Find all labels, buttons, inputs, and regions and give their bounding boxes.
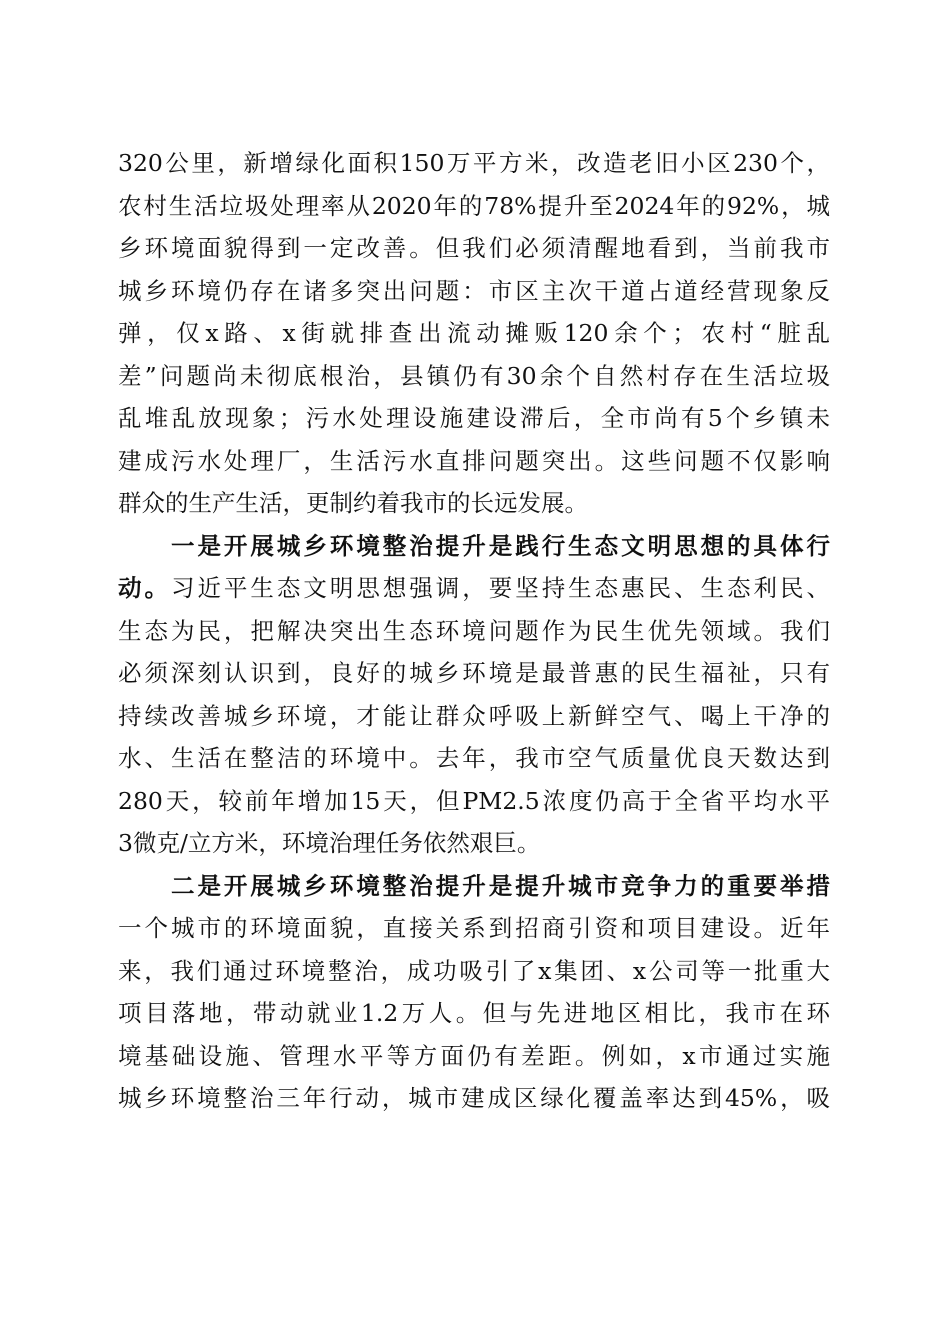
text-line: 项目落地，带动就业1.2万人。但与先进地区相比，我市在环	[118, 999, 830, 1027]
text-line: 城乡环境整治三年行动，城市建成区绿化覆盖率达到45%，吸	[118, 1084, 830, 1112]
document-body	[118, 142, 830, 1120]
text-line: 建成污水处理厂，生活污水直排问题突出。这些问题不仅影响	[118, 446, 830, 475]
text-line: 280天，较前年增加15天，但PM2.5浓度仍高于全省平均水平	[118, 786, 830, 815]
text-line: 乡环境面貌得到一定改善。但我们必须清醒地看到，当前我市	[118, 234, 830, 262]
text-line: 境基础设施、管理水平等方面仍有差距。例如，x市通过实施	[118, 1041, 830, 1070]
text-span: 习近平生态文明思想强调，要坚持生态惠民、生态利民、	[170, 574, 830, 602]
text-line: 城乡环境仍存在诸多突出问题：市区主次干道占道经营现象反	[118, 276, 830, 305]
text-line: 来，我们通过环境整治，成功吸引了x集团、x公司等一批重大	[118, 956, 830, 985]
text-line: 必须深刻认识到，良好的城乡环境是最普惠的民生福祉，只有	[118, 659, 830, 687]
heading-line: 一是开展城乡环境整治提升是践行生态文明思想的具体行	[118, 531, 830, 560]
text-line: 乱堆乱放现象；污水处理设施建设滞后，全市尚有5个乡镇未	[118, 404, 830, 432]
paragraph-3	[118, 865, 830, 1120]
text-line: 弹，仅x路、x街就排查出流动摊贩120余个；农村“脏乱	[118, 319, 830, 347]
text-line: 水、生活在整洁的环境中。去年，我市空气质量优良天数达到	[118, 744, 830, 772]
text-line	[118, 567, 830, 610]
text-line: 320公里，新增绿化面积150万平方米，改造老旧小区230个，	[118, 149, 830, 177]
text-line: 持续改善城乡环境，才能让群众呼吸上新鲜空气、喝上干净的	[118, 701, 830, 730]
heading-tail: 动。	[118, 574, 171, 602]
text-line: 农村生活垃圾处理率从2020年的78%提升至2024年的92%，城	[118, 191, 830, 220]
text-line: 3微克/立方米，环境治理任务依然艰巨。	[118, 829, 541, 857]
text-line: 差”问题尚未彻底根治，县镇仍有30余个自然村存在生活垃圾	[118, 361, 830, 390]
text-line: 一个城市的环境面貌，直接关系到招商引资和项目建设。近年	[118, 914, 830, 942]
text-line: 生态为民，把解决突出生态环境问题作为民生优先领域。我们	[118, 616, 830, 645]
heading-line: 二是开展城乡环境整治提升是提升城市竞争力的重要举措	[118, 871, 830, 900]
paragraph-1	[118, 142, 830, 525]
text-line: 群众的生产生活，更制约着我市的长远发展。	[118, 489, 588, 517]
paragraph-2	[118, 525, 830, 865]
